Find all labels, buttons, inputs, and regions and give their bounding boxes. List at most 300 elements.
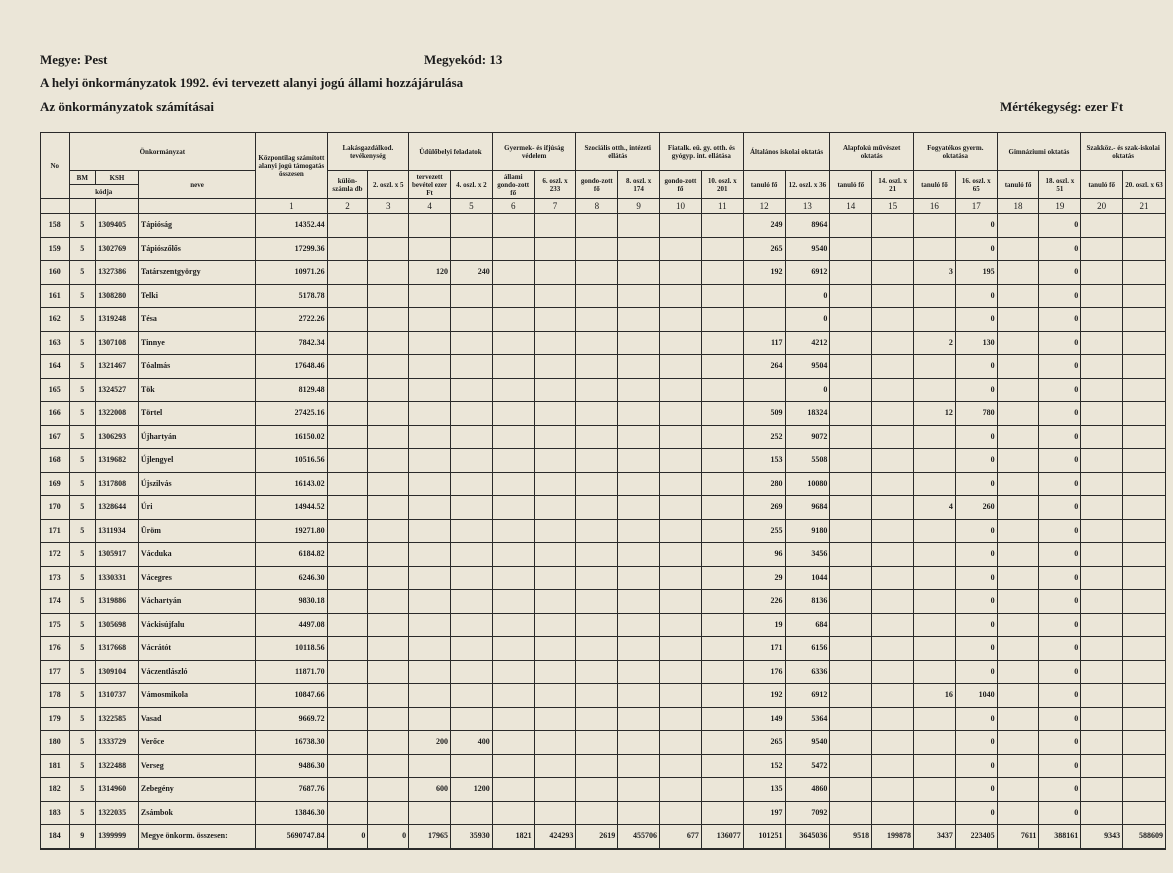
value-cell (701, 472, 743, 496)
value-cell (701, 449, 743, 473)
value-cell (1123, 801, 1166, 825)
table-row (41, 261, 1166, 285)
value-cell (701, 566, 743, 590)
value-cell: 29 (743, 566, 785, 590)
county-label: Megye: Pest (40, 52, 108, 67)
value-cell (872, 637, 914, 661)
column-number: 7 (534, 199, 576, 214)
value-cell (701, 425, 743, 449)
central-support-total: 16738.30 (256, 731, 327, 755)
value-cell (743, 308, 785, 332)
value-cell (409, 707, 451, 731)
value-cell (1123, 519, 1166, 543)
value-cell (409, 566, 451, 590)
ksh-code: 1319886 (96, 590, 139, 614)
value-cell (1081, 331, 1123, 355)
value-cell (450, 684, 492, 708)
value-cell (997, 378, 1039, 402)
value-cell (1081, 731, 1123, 755)
value-cell (576, 613, 618, 637)
value-cell (618, 566, 660, 590)
value-cell (660, 214, 702, 238)
value-cell (660, 801, 702, 825)
value-cell (872, 519, 914, 543)
sub-header: 14. oszl. x 21 (872, 171, 914, 199)
ksh-code: 1322008 (96, 402, 139, 426)
value-cell (997, 778, 1039, 802)
value-cell (368, 707, 409, 731)
value-cell (872, 590, 914, 614)
value-cell: 260 (955, 496, 997, 520)
value-cell (576, 637, 618, 661)
value-cell (914, 613, 956, 637)
table-row (41, 237, 1166, 261)
sub-header: gondo-zott fő (660, 171, 702, 199)
row-number: 167 (41, 425, 70, 449)
value-cell (368, 378, 409, 402)
value-cell (368, 261, 409, 285)
ksh-code: 1314960 (96, 778, 139, 802)
col-ksh: KSH (96, 171, 139, 185)
table-row (41, 496, 1166, 520)
value-cell: 5472 (785, 754, 830, 778)
value-cell (534, 637, 576, 661)
value-cell (1123, 684, 1166, 708)
value-cell: 780 (955, 402, 997, 426)
column-number: 18 (997, 199, 1039, 214)
group-header: Alapfokú művészet oktatás (830, 133, 914, 171)
value-cell (914, 472, 956, 496)
value-cell (409, 754, 451, 778)
central-support-total: 9486.30 (256, 754, 327, 778)
table-row (41, 402, 1166, 426)
bm-code: 5 (69, 355, 96, 379)
value-cell (368, 566, 409, 590)
central-support-total: 16143.02 (256, 472, 327, 496)
value-cell (576, 402, 618, 426)
value-cell (1081, 590, 1123, 614)
value-cell (534, 237, 576, 261)
value-cell (576, 801, 618, 825)
value-cell (492, 543, 534, 567)
value-cell (830, 402, 872, 426)
value-cell (534, 754, 576, 778)
value-cell (409, 613, 451, 637)
value-cell (1081, 214, 1123, 238)
value-cell (618, 425, 660, 449)
value-cell: 0 (1039, 519, 1081, 543)
bm-code: 5 (69, 449, 96, 473)
value-cell (534, 707, 576, 731)
row-number: 184 (41, 825, 70, 849)
value-cell (872, 731, 914, 755)
value-cell (1081, 355, 1123, 379)
value-cell (409, 684, 451, 708)
municipality-name: Üröm (138, 519, 255, 543)
value-cell: 16 (914, 684, 956, 708)
value-cell (534, 496, 576, 520)
value-cell (534, 801, 576, 825)
value-cell (1081, 237, 1123, 261)
municipality-name: Verseg (138, 754, 255, 778)
col-no: No (41, 133, 70, 199)
value-cell (997, 754, 1039, 778)
value-cell (492, 402, 534, 426)
value-cell (701, 284, 743, 308)
value-cell (576, 237, 618, 261)
value-cell (660, 308, 702, 332)
ksh-code: 1310737 (96, 684, 139, 708)
value-cell (1081, 684, 1123, 708)
value-cell (872, 355, 914, 379)
value-cell (409, 237, 451, 261)
value-cell (327, 449, 368, 473)
value-cell: 1044 (785, 566, 830, 590)
value-cell (830, 566, 872, 590)
value-cell (576, 378, 618, 402)
value-cell (576, 214, 618, 238)
value-cell: 0 (1039, 754, 1081, 778)
value-cell (660, 731, 702, 755)
value-cell (914, 778, 956, 802)
value-cell (327, 378, 368, 402)
value-cell (576, 449, 618, 473)
value-cell: 0 (1039, 214, 1081, 238)
unit-label: Mértékegység: ezer Ft (1000, 99, 1124, 114)
row-number: 175 (41, 613, 70, 637)
column-number: 5 (450, 199, 492, 214)
value-cell (409, 637, 451, 661)
value-cell (368, 402, 409, 426)
value-cell (743, 378, 785, 402)
ksh-code: 1330331 (96, 566, 139, 590)
value-cell (830, 543, 872, 567)
value-cell: 1040 (955, 684, 997, 708)
value-cell (368, 331, 409, 355)
value-cell: 0 (955, 801, 997, 825)
value-cell (1123, 637, 1166, 661)
ksh-code: 1317808 (96, 472, 139, 496)
value-cell: 7092 (785, 801, 830, 825)
central-support-total: 19271.80 (256, 519, 327, 543)
value-cell: 0 (1039, 731, 1081, 755)
value-cell (872, 331, 914, 355)
value-cell (450, 449, 492, 473)
value-cell (1081, 496, 1123, 520)
value-cell (534, 425, 576, 449)
value-cell (492, 613, 534, 637)
value-cell: 4 (914, 496, 956, 520)
municipality-name: Váchartyán (138, 590, 255, 614)
table-row (41, 355, 1166, 379)
value-cell (368, 590, 409, 614)
value-cell (492, 590, 534, 614)
value-cell (327, 308, 368, 332)
value-cell (701, 237, 743, 261)
value-cell (534, 684, 576, 708)
central-support-total: 7687.76 (256, 778, 327, 802)
bm-code: 5 (69, 778, 96, 802)
value-cell (914, 308, 956, 332)
document-title: A helyi önkormányzatok 1992. évi tervezett alanyi jogú állami hozzájárulása (40, 75, 464, 90)
table-row (41, 543, 1166, 567)
bm-code: 5 (69, 496, 96, 520)
value-cell: 9540 (785, 237, 830, 261)
value-cell (576, 308, 618, 332)
municipality-name: Megye önkorm. összesen: (138, 825, 255, 849)
value-cell: 9343 (1081, 825, 1123, 849)
ksh-code: 1305698 (96, 613, 139, 637)
value-cell: 0 (955, 284, 997, 308)
value-cell: 509 (743, 402, 785, 426)
value-cell (660, 472, 702, 496)
value-cell (1123, 237, 1166, 261)
value-cell (576, 519, 618, 543)
value-cell (368, 519, 409, 543)
municipality-name: Törtel (138, 402, 255, 426)
value-cell (618, 519, 660, 543)
value-cell (830, 261, 872, 285)
value-cell (830, 331, 872, 355)
value-cell: 6912 (785, 684, 830, 708)
value-cell (701, 214, 743, 238)
value-cell (660, 754, 702, 778)
sub-header: állami gondo-zott fő (492, 171, 534, 199)
value-cell: 0 (368, 825, 409, 849)
bm-code: 5 (69, 543, 96, 567)
value-cell: 6156 (785, 637, 830, 661)
value-cell: 7611 (997, 825, 1039, 849)
sub-header: tanuló fő (914, 171, 956, 199)
value-cell (618, 707, 660, 731)
municipality-name: Tésa (138, 308, 255, 332)
value-cell (450, 425, 492, 449)
row-number: 159 (41, 237, 70, 261)
group-header: Szociális otth., intézeti ellátás (576, 133, 660, 171)
value-cell (450, 543, 492, 567)
value-cell (1081, 449, 1123, 473)
value-cell: 9684 (785, 496, 830, 520)
value-cell: 0 (785, 378, 830, 402)
value-cell (576, 425, 618, 449)
value-cell: 0 (1039, 543, 1081, 567)
value-cell: 195 (955, 261, 997, 285)
value-cell (914, 590, 956, 614)
value-cell (830, 590, 872, 614)
value-cell: 3437 (914, 825, 956, 849)
table-row (41, 214, 1166, 238)
value-cell (450, 519, 492, 543)
value-cell: 0 (1039, 496, 1081, 520)
value-cell: 4212 (785, 331, 830, 355)
value-cell (618, 590, 660, 614)
municipality-name: Tatárszentgyörgy (138, 261, 255, 285)
table-row (41, 637, 1166, 661)
group-header: Szakköz.- és szak-iskolai oktatás (1081, 133, 1166, 171)
value-cell (368, 496, 409, 520)
table-row (41, 519, 1166, 543)
column-number: 20 (1081, 199, 1123, 214)
value-cell (1123, 331, 1166, 355)
value-cell: 8136 (785, 590, 830, 614)
value-cell: 12 (914, 402, 956, 426)
value-cell: 120 (409, 261, 451, 285)
value-cell: 3 (914, 261, 956, 285)
value-cell: 0 (955, 543, 997, 567)
value-cell (576, 472, 618, 496)
value-cell (618, 543, 660, 567)
value-cell (1123, 543, 1166, 567)
value-cell (368, 214, 409, 238)
value-cell (701, 731, 743, 755)
value-cell (830, 472, 872, 496)
ksh-code: 1306293 (96, 425, 139, 449)
value-cell (1123, 378, 1166, 402)
bm-code: 5 (69, 684, 96, 708)
value-cell (409, 402, 451, 426)
value-cell (618, 237, 660, 261)
row-number: 170 (41, 496, 70, 520)
value-cell (618, 355, 660, 379)
value-cell (492, 566, 534, 590)
central-support-total: 10971.26 (256, 261, 327, 285)
value-cell (872, 378, 914, 402)
value-cell (914, 637, 956, 661)
value-cell (327, 425, 368, 449)
value-cell (660, 402, 702, 426)
value-cell (327, 214, 368, 238)
value-cell (534, 613, 576, 637)
value-cell (618, 214, 660, 238)
value-cell (327, 801, 368, 825)
sub-header: tanuló fő (830, 171, 872, 199)
bm-code: 5 (69, 237, 96, 261)
value-cell (327, 707, 368, 731)
row-number: 174 (41, 590, 70, 614)
municipality-name: Újlengyel (138, 449, 255, 473)
value-cell (872, 214, 914, 238)
central-support-total: 2722.26 (256, 308, 327, 332)
value-cell (872, 261, 914, 285)
value-cell (492, 472, 534, 496)
value-cell: 0 (955, 214, 997, 238)
value-cell (914, 543, 956, 567)
value-cell (1081, 472, 1123, 496)
value-cell: 255 (743, 519, 785, 543)
value-cell: 265 (743, 237, 785, 261)
col-neve: neve (138, 171, 255, 199)
value-cell (1123, 308, 1166, 332)
value-cell: 0 (1039, 284, 1081, 308)
value-cell (830, 237, 872, 261)
value-cell: 0 (1039, 684, 1081, 708)
value-cell (534, 778, 576, 802)
value-cell: 388161 (1039, 825, 1081, 849)
value-cell (660, 284, 702, 308)
value-cell: 0 (327, 825, 368, 849)
value-cell (576, 660, 618, 684)
value-cell: 0 (1039, 590, 1081, 614)
value-cell (1081, 778, 1123, 802)
table-row (41, 731, 1166, 755)
value-cell (701, 402, 743, 426)
value-cell: 4860 (785, 778, 830, 802)
value-cell: 0 (1039, 660, 1081, 684)
value-cell: 17965 (409, 825, 451, 849)
sub-header: 8. oszl. x 174 (618, 171, 660, 199)
central-support-total: 10847.66 (256, 684, 327, 708)
value-cell (450, 308, 492, 332)
sub-header: 10. oszl. x 201 (701, 171, 743, 199)
value-cell (830, 707, 872, 731)
value-cell (1081, 754, 1123, 778)
row-number: 181 (41, 754, 70, 778)
table-row (41, 825, 1166, 849)
ksh-code: 1327386 (96, 261, 139, 285)
central-support-total: 5178.78 (256, 284, 327, 308)
value-cell (1081, 637, 1123, 661)
allocation-table (40, 132, 1166, 850)
value-cell (997, 308, 1039, 332)
value-cell (997, 637, 1039, 661)
value-cell (450, 590, 492, 614)
value-cell (1123, 590, 1166, 614)
value-cell (872, 566, 914, 590)
value-cell (576, 355, 618, 379)
value-cell (1123, 449, 1166, 473)
ksh-code: 1322585 (96, 707, 139, 731)
value-cell (701, 519, 743, 543)
municipality-name: Vámosmikola (138, 684, 255, 708)
value-cell (618, 660, 660, 684)
value-cell: 455706 (618, 825, 660, 849)
central-support-total: 9669.72 (256, 707, 327, 731)
value-cell: 0 (955, 378, 997, 402)
value-cell (492, 778, 534, 802)
value-cell (830, 284, 872, 308)
value-cell (534, 214, 576, 238)
value-cell (368, 637, 409, 661)
column-number: 21 (1123, 199, 1166, 214)
value-cell (327, 284, 368, 308)
value-cell (872, 308, 914, 332)
value-cell (1123, 566, 1166, 590)
value-cell (1123, 754, 1166, 778)
value-cell (492, 355, 534, 379)
value-cell (1123, 613, 1166, 637)
bm-code: 5 (69, 331, 96, 355)
value-cell (409, 308, 451, 332)
value-cell (327, 778, 368, 802)
value-cell (534, 519, 576, 543)
central-support-total: 5690747.84 (256, 825, 327, 849)
column-number: 14 (830, 199, 872, 214)
value-cell (409, 801, 451, 825)
value-cell (450, 237, 492, 261)
value-cell (450, 284, 492, 308)
value-cell (409, 590, 451, 614)
group-header: Lakásgazdálkod. tevékenység (327, 133, 409, 171)
value-cell (534, 261, 576, 285)
value-cell (534, 284, 576, 308)
value-cell (450, 402, 492, 426)
value-cell (576, 754, 618, 778)
value-cell (997, 543, 1039, 567)
table-row (41, 778, 1166, 802)
value-cell (534, 355, 576, 379)
value-cell (872, 496, 914, 520)
value-cell (492, 731, 534, 755)
